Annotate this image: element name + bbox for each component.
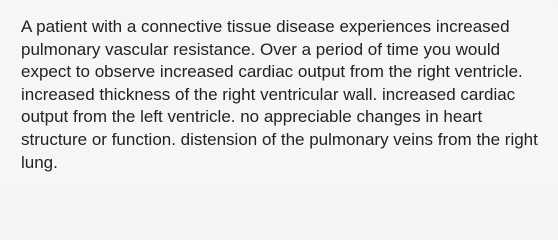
question-text: A patient with a connective tissue disease experiences increased pulmonary vascular resistance. Over a period of time you would expect to observe increased cardiac output from the right ventricle. increased thickness of the right ventricular wall. increased cardiac output from the left ventricle. no appreciable changes in heart structure or function. distension of the pulmonary veins from the right lung. — [21, 17, 538, 172]
